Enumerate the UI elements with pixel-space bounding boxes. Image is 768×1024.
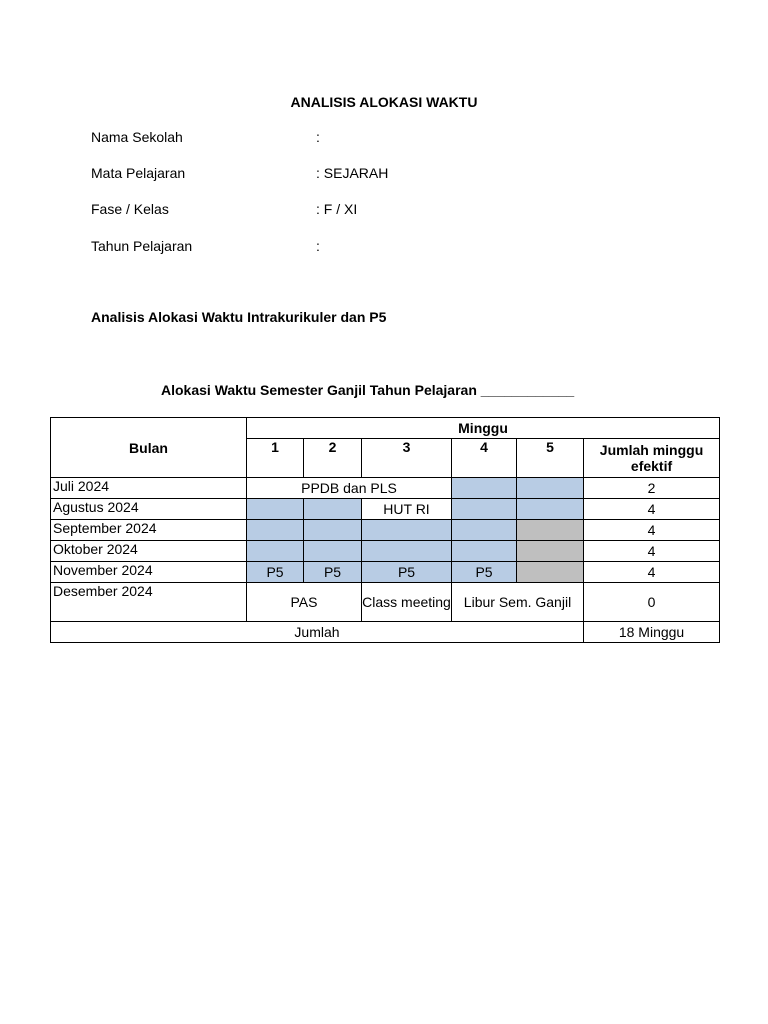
holiday-cell <box>517 562 584 583</box>
table-row <box>51 541 720 562</box>
pas-cell: PAS <box>247 583 362 622</box>
week-cell <box>452 541 517 562</box>
semester-title: Alokasi Waktu Semester Ganjil Tahun Pelajaran ____________ <box>161 382 575 398</box>
header-row-1 <box>51 418 720 439</box>
month-cell: Oktober 2024 <box>51 541 247 562</box>
header-week-1: 1 <box>247 439 304 478</box>
total-cell: 4 <box>584 499 720 520</box>
document-title: ANALISIS ALOKASI WAKTU <box>290 94 478 110</box>
month-cell: Desember 2024 <box>51 583 247 622</box>
table-row <box>51 583 720 622</box>
week-cell <box>452 499 517 520</box>
libur-cell: Libur Sem. Ganjil <box>452 583 584 622</box>
jumlah-label: Jumlah <box>51 622 584 643</box>
total-cell: 2 <box>584 478 720 499</box>
week-cell <box>362 541 452 562</box>
week-cell <box>304 520 362 541</box>
total-cell: 0 <box>584 583 720 622</box>
header-jumlah: Jumlah minggu efektif <box>584 439 720 478</box>
week-cell <box>517 478 584 499</box>
p5-cell: P5 <box>362 562 452 583</box>
month-cell: September 2024 <box>51 520 247 541</box>
table-row <box>51 562 720 583</box>
label-mata-pelajaran: Mata Pelajaran <box>91 165 186 181</box>
p5-cell: P5 <box>452 562 517 583</box>
week-cell <box>362 520 452 541</box>
class-meeting-cell: Class meeting <box>362 583 452 622</box>
week-cell <box>517 499 584 520</box>
value-tahun-pelajaran: : <box>316 238 320 254</box>
total-cell: 4 <box>584 520 720 541</box>
label-tahun-pelajaran: Tahun Pelajaran <box>91 238 193 254</box>
value-mata-pelajaran: : SEJARAH <box>316 165 389 181</box>
week-cell <box>452 478 517 499</box>
header-week-3: 3 <box>362 439 452 478</box>
hut-ri-cell: HUT RI <box>362 499 452 520</box>
holiday-cell <box>517 520 584 541</box>
week-cell <box>247 541 304 562</box>
p5-cell: P5 <box>247 562 304 583</box>
value-nama-sekolah: : <box>316 129 320 145</box>
month-cell: Juli 2024 <box>51 478 247 499</box>
table-row <box>51 478 720 499</box>
section-subtitle: Analisis Alokasi Waktu Intrakurikuler dan P5 <box>91 309 387 325</box>
week-cell <box>304 499 362 520</box>
month-cell: Agustus 2024 <box>51 499 247 520</box>
header-week-5: 5 <box>517 439 584 478</box>
week-cell <box>247 520 304 541</box>
table-row <box>51 499 720 520</box>
header-week-4: 4 <box>452 439 517 478</box>
total-cell: 4 <box>584 541 720 562</box>
holiday-cell <box>517 541 584 562</box>
value-fase-kelas: : F / XI <box>316 201 358 217</box>
table-row <box>51 520 720 541</box>
p5-cell: P5 <box>304 562 362 583</box>
footer-row <box>51 622 720 643</box>
month-cell: November 2024 <box>51 562 247 583</box>
header-bulan: Bulan <box>51 418 247 478</box>
header-week-2: 2 <box>304 439 362 478</box>
total-cell: 4 <box>584 562 720 583</box>
week-cell <box>304 541 362 562</box>
week-cell <box>452 520 517 541</box>
header-minggu: Minggu <box>247 418 720 439</box>
label-fase-kelas: Fase / Kelas <box>91 201 169 217</box>
label-nama-sekolah: Nama Sekolah <box>91 129 183 145</box>
jumlah-total: 18 Minggu <box>584 622 720 643</box>
week-cell <box>247 499 304 520</box>
ppdb-cell: PPDB dan PLS <box>247 478 452 499</box>
allocation-table <box>50 417 720 643</box>
